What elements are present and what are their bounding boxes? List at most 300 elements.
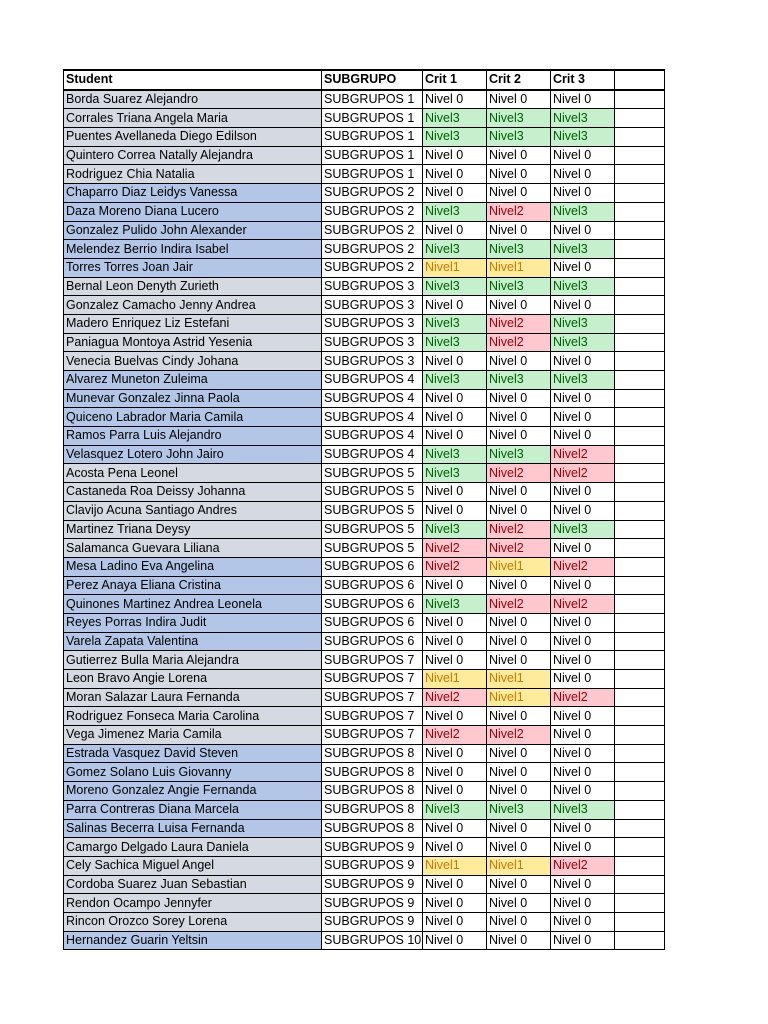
student-name-cell[interactable]: Paniagua Montoya Astrid Yesenia — [64, 333, 322, 352]
student-name-cell[interactable]: Cordoba Suarez Juan Sebastian — [64, 875, 322, 894]
crit-3-cell[interactable]: Nivel 0 — [551, 838, 615, 857]
student-name-cell[interactable]: Clavijo Acuna Santiago Andres — [64, 501, 322, 520]
student-name-cell[interactable]: Rodriguez Fonseca Maria Carolina — [64, 707, 322, 726]
empty-cell[interactable] — [615, 427, 665, 446]
table-row — [64, 595, 665, 614]
crit-3-cell[interactable]: Nivel3 — [551, 520, 615, 539]
crit-3-cell[interactable]: Nivel3 — [551, 800, 615, 819]
student-name-cell[interactable]: Corrales Triana Angela Maria — [64, 109, 322, 128]
student-name-cell[interactable]: Melendez Berrio Indira Isabel — [64, 240, 322, 259]
subgroup-cell[interactable]: SUBGRUPOS 6 — [322, 632, 423, 651]
crit-2-cell[interactable]: Nivel1 — [487, 258, 551, 277]
header-subgrupo[interactable]: SUBGRUPO — [322, 70, 423, 90]
student-name-cell[interactable]: Moran Salazar Laura Fernanda — [64, 688, 322, 707]
empty-cell[interactable] — [615, 576, 665, 595]
empty-cell[interactable] — [615, 819, 665, 838]
empty-cell[interactable] — [615, 651, 665, 670]
subgroup-cell[interactable]: SUBGRUPOS 5 — [322, 520, 423, 539]
empty-cell[interactable] — [615, 464, 665, 483]
subgroup-cell[interactable]: SUBGRUPOS 7 — [322, 670, 423, 689]
crit-3-cell[interactable]: Nivel 0 — [551, 912, 615, 931]
empty-cell[interactable] — [615, 557, 665, 576]
student-levels-table — [63, 69, 665, 950]
crit-3-cell[interactable]: Nivel 0 — [551, 894, 615, 913]
subgroup-cell[interactable]: SUBGRUPOS 6 — [322, 557, 423, 576]
crit-2-cell[interactable]: Nivel3 — [487, 109, 551, 128]
subgroup-cell[interactable]: SUBGRUPOS 9 — [322, 875, 423, 894]
subgroup-cell[interactable]: SUBGRUPOS 5 — [322, 483, 423, 502]
empty-cell[interactable] — [615, 389, 665, 408]
empty-cell[interactable] — [615, 894, 665, 913]
subgroup-cell[interactable]: SUBGRUPOS 7 — [322, 688, 423, 707]
crit-1-cell[interactable]: Nivel1 — [423, 258, 487, 277]
crit-1-cell[interactable]: Nivel 0 — [423, 632, 487, 651]
empty-cell[interactable] — [615, 856, 665, 875]
empty-cell[interactable] — [615, 539, 665, 558]
crit-2-cell[interactable]: Nivel 0 — [487, 651, 551, 670]
crit-2-cell[interactable]: Nivel3 — [487, 445, 551, 464]
subgroup-cell[interactable]: SUBGRUPOS 1 — [322, 146, 423, 165]
table-row — [64, 221, 665, 240]
crit-1-cell[interactable]: Nivel 0 — [423, 912, 487, 931]
crit-3-cell[interactable]: Nivel 0 — [551, 744, 615, 763]
crit-2-cell[interactable]: Nivel1 — [487, 557, 551, 576]
crit-3-cell[interactable]: Nivel 0 — [551, 819, 615, 838]
subgroup-cell[interactable]: SUBGRUPOS 6 — [322, 595, 423, 614]
crit-1-cell[interactable]: Nivel3 — [423, 464, 487, 483]
empty-cell[interactable] — [615, 744, 665, 763]
crit-1-cell[interactable]: Nivel 0 — [423, 352, 487, 371]
crit-1-cell[interactable]: Nivel3 — [423, 371, 487, 390]
empty-cell[interactable] — [615, 258, 665, 277]
subgroup-cell[interactable]: SUBGRUPOS 7 — [322, 707, 423, 726]
subgroup-cell[interactable]: SUBGRUPOS 8 — [322, 782, 423, 801]
table-row — [64, 539, 665, 558]
student-name-cell[interactable]: Rincon Orozco Sorey Lorena — [64, 912, 322, 931]
crit-3-cell[interactable]: Nivel 0 — [551, 258, 615, 277]
header-crit-2[interactable]: Crit 2 — [487, 70, 551, 90]
table-row — [64, 520, 665, 539]
subgroup-cell[interactable]: SUBGRUPOS 8 — [322, 800, 423, 819]
student-name-cell[interactable]: Martinez Triana Deysy — [64, 520, 322, 539]
subgroup-cell[interactable]: SUBGRUPOS 9 — [322, 912, 423, 931]
crit-1-cell[interactable]: Nivel 0 — [423, 165, 487, 184]
empty-cell[interactable] — [615, 333, 665, 352]
crit-2-cell[interactable]: Nivel 0 — [487, 819, 551, 838]
crit-3-cell[interactable]: Nivel3 — [551, 240, 615, 259]
subgroup-cell[interactable]: SUBGRUPOS 1 — [322, 128, 423, 147]
subgroup-cell[interactable]: SUBGRUPOS 4 — [322, 371, 423, 390]
empty-cell[interactable] — [615, 184, 665, 203]
student-name-cell[interactable]: Torres Torres Joan Jair — [64, 258, 322, 277]
subgroup-cell[interactable]: SUBGRUPOS 2 — [322, 184, 423, 203]
student-name-cell[interactable]: Quintero Correa Natally Alejandra — [64, 146, 322, 165]
crit-1-cell[interactable]: Nivel3 — [423, 520, 487, 539]
crit-2-cell[interactable]: Nivel2 — [487, 202, 551, 221]
empty-cell[interactable] — [615, 352, 665, 371]
crit-1-cell[interactable]: Nivel 0 — [423, 146, 487, 165]
subgroup-cell[interactable]: SUBGRUPOS 4 — [322, 408, 423, 427]
crit-1-cell[interactable]: Nivel 0 — [423, 389, 487, 408]
table-row — [64, 296, 665, 315]
crit-2-cell[interactable]: Nivel3 — [487, 240, 551, 259]
crit-2-cell[interactable]: Nivel 0 — [487, 352, 551, 371]
crit-3-cell[interactable]: Nivel3 — [551, 277, 615, 296]
crit-3-cell[interactable]: Nivel 0 — [551, 651, 615, 670]
crit-2-cell[interactable]: Nivel 0 — [487, 296, 551, 315]
subgroup-cell[interactable]: SUBGRUPOS 5 — [322, 464, 423, 483]
crit-3-cell[interactable]: Nivel3 — [551, 128, 615, 147]
crit-1-cell[interactable]: Nivel3 — [423, 595, 487, 614]
crit-3-cell[interactable]: Nivel2 — [551, 464, 615, 483]
student-name-cell[interactable]: Rendon Ocampo Jennyfer — [64, 894, 322, 913]
crit-3-cell[interactable]: Nivel3 — [551, 333, 615, 352]
student-name-cell[interactable]: Salamanca Guevara Liliana — [64, 539, 322, 558]
crit-2-cell[interactable]: Nivel 0 — [487, 501, 551, 520]
crit-2-cell[interactable]: Nivel 0 — [487, 782, 551, 801]
crit-3-cell[interactable]: Nivel 0 — [551, 296, 615, 315]
crit-2-cell[interactable]: Nivel 0 — [487, 632, 551, 651]
empty-cell[interactable] — [615, 483, 665, 502]
crit-1-cell[interactable]: Nivel3 — [423, 240, 487, 259]
empty-cell[interactable] — [615, 445, 665, 464]
crit-3-cell[interactable]: Nivel 0 — [551, 613, 615, 632]
table-row — [64, 726, 665, 745]
student-name-cell[interactable]: Borda Suarez Alejandro — [64, 90, 322, 109]
subgroup-cell[interactable]: SUBGRUPOS 3 — [322, 352, 423, 371]
subgroup-cell[interactable]: SUBGRUPOS 2 — [322, 240, 423, 259]
empty-cell[interactable] — [615, 707, 665, 726]
subgroup-cell[interactable]: SUBGRUPOS 8 — [322, 763, 423, 782]
crit-1-cell[interactable]: Nivel 0 — [423, 184, 487, 203]
table-row — [64, 782, 665, 801]
crit-3-cell[interactable]: Nivel 0 — [551, 707, 615, 726]
table-row — [64, 202, 665, 221]
empty-cell[interactable] — [615, 146, 665, 165]
student-name-cell[interactable]: Rodriguez Chia Natalia — [64, 165, 322, 184]
crit-1-cell[interactable]: Nivel 0 — [423, 576, 487, 595]
subgroup-cell[interactable]: SUBGRUPOS 3 — [322, 333, 423, 352]
crit-1-cell[interactable]: Nivel 0 — [423, 613, 487, 632]
crit-2-cell[interactable]: Nivel3 — [487, 277, 551, 296]
crit-3-cell[interactable]: Nivel 0 — [551, 576, 615, 595]
crit-3-cell[interactable]: Nivel 0 — [551, 931, 615, 950]
empty-cell[interactable] — [615, 371, 665, 390]
crit-2-cell[interactable]: Nivel 0 — [487, 613, 551, 632]
crit-3-cell[interactable]: Nivel 0 — [551, 90, 615, 109]
crit-1-cell[interactable]: Nivel3 — [423, 202, 487, 221]
crit-1-cell[interactable]: Nivel3 — [423, 109, 487, 128]
crit-2-cell[interactable]: Nivel2 — [487, 539, 551, 558]
crit-1-cell[interactable]: Nivel 0 — [423, 744, 487, 763]
empty-cell[interactable] — [615, 688, 665, 707]
crit-2-cell[interactable]: Nivel 0 — [487, 894, 551, 913]
subgroup-cell[interactable]: SUBGRUPOS 2 — [322, 258, 423, 277]
empty-cell[interactable] — [615, 221, 665, 240]
empty-cell[interactable] — [615, 875, 665, 894]
crit-1-cell[interactable]: Nivel1 — [423, 670, 487, 689]
crit-3-cell[interactable]: Nivel 0 — [551, 875, 615, 894]
crit-3-cell[interactable]: Nivel2 — [551, 856, 615, 875]
subgroup-cell[interactable]: SUBGRUPOS 6 — [322, 576, 423, 595]
student-name-cell[interactable]: Bernal Leon Denyth Zurieth — [64, 277, 322, 296]
empty-cell[interactable] — [615, 931, 665, 950]
empty-cell[interactable] — [615, 240, 665, 259]
student-name-cell[interactable]: Mesa Ladino Eva Angelina — [64, 557, 322, 576]
crit-1-cell[interactable]: Nivel 0 — [423, 819, 487, 838]
student-name-cell[interactable]: Acosta Pena Leonel — [64, 464, 322, 483]
crit-2-cell[interactable]: Nivel1 — [487, 688, 551, 707]
crit-2-cell[interactable]: Nivel3 — [487, 800, 551, 819]
crit-2-cell[interactable]: Nivel 0 — [487, 90, 551, 109]
subgroup-cell[interactable]: SUBGRUPOS 9 — [322, 856, 423, 875]
crit-1-cell[interactable]: Nivel3 — [423, 128, 487, 147]
header-crit-3[interactable]: Crit 3 — [551, 70, 615, 90]
crit-2-cell[interactable]: Nivel 0 — [487, 408, 551, 427]
subgroup-cell[interactable]: SUBGRUPOS 1 — [322, 165, 423, 184]
student-name-cell[interactable]: Salinas Becerra Luisa Fernanda — [64, 819, 322, 838]
crit-1-cell[interactable]: Nivel3 — [423, 277, 487, 296]
empty-cell[interactable] — [615, 501, 665, 520]
subgroup-cell[interactable]: SUBGRUPOS 7 — [322, 726, 423, 745]
student-name-cell[interactable]: Estrada Vasquez David Steven — [64, 744, 322, 763]
crit-1-cell[interactable]: Nivel 0 — [423, 838, 487, 857]
student-name-cell[interactable]: Daza Moreno Diana Lucero — [64, 202, 322, 221]
crit-3-cell[interactable]: Nivel2 — [551, 595, 615, 614]
crit-1-cell[interactable]: Nivel 0 — [423, 875, 487, 894]
student-name-cell[interactable]: Ramos Parra Luis Alejandro — [64, 427, 322, 446]
empty-cell[interactable] — [615, 520, 665, 539]
student-name-cell[interactable]: Gomez Solano Luis Giovanny — [64, 763, 322, 782]
header-empty[interactable] — [615, 70, 665, 90]
crit-2-cell[interactable]: Nivel 0 — [487, 931, 551, 950]
crit-2-cell[interactable]: Nivel2 — [487, 314, 551, 333]
subgroup-cell[interactable]: SUBGRUPOS 3 — [322, 277, 423, 296]
header-student[interactable]: Student — [64, 70, 322, 90]
empty-cell[interactable] — [615, 763, 665, 782]
empty-cell[interactable] — [615, 912, 665, 931]
empty-cell[interactable] — [615, 408, 665, 427]
subgroup-cell[interactable]: SUBGRUPOS 1 — [322, 109, 423, 128]
crit-3-cell[interactable]: Nivel 0 — [551, 782, 615, 801]
table-row — [64, 90, 665, 109]
crit-1-cell[interactable]: Nivel 0 — [423, 707, 487, 726]
crit-3-cell[interactable]: Nivel 0 — [551, 408, 615, 427]
empty-cell[interactable] — [615, 202, 665, 221]
student-name-cell[interactable]: Chaparro Diaz Leidys Vanessa — [64, 184, 322, 203]
crit-1-cell[interactable]: Nivel 0 — [423, 931, 487, 950]
subgroup-cell[interactable]: SUBGRUPOS 4 — [322, 389, 423, 408]
crit-2-cell[interactable]: Nivel 0 — [487, 483, 551, 502]
subgroup-cell[interactable]: SUBGRUPOS 8 — [322, 819, 423, 838]
crit-1-cell[interactable]: Nivel1 — [423, 856, 487, 875]
subgroup-cell[interactable]: SUBGRUPOS 2 — [322, 221, 423, 240]
crit-1-cell[interactable]: Nivel 0 — [423, 894, 487, 913]
student-name-cell[interactable]: Parra Contreras Diana Marcela — [64, 800, 322, 819]
student-name-cell[interactable]: Munevar Gonzalez Jinna Paola — [64, 389, 322, 408]
student-name-cell[interactable]: Camargo Delgado Laura Daniela — [64, 838, 322, 857]
subgroup-cell[interactable]: SUBGRUPOS 3 — [322, 296, 423, 315]
crit-3-cell[interactable]: Nivel 0 — [551, 146, 615, 165]
subgroup-cell[interactable]: SUBGRUPOS 9 — [322, 894, 423, 913]
student-name-cell[interactable]: Leon Bravo Angie Lorena — [64, 670, 322, 689]
student-name-cell[interactable]: Puentes Avellaneda Diego Edilson — [64, 128, 322, 147]
crit-3-cell[interactable]: Nivel 0 — [551, 165, 615, 184]
student-name-cell[interactable]: Perez Anaya Eliana Cristina — [64, 576, 322, 595]
student-name-cell[interactable]: Madero Enriquez Liz Estefani — [64, 314, 322, 333]
empty-cell[interactable] — [615, 165, 665, 184]
student-name-cell[interactable]: Quiceno Labrador Maria Camila — [64, 408, 322, 427]
crit-3-cell[interactable]: Nivel 0 — [551, 483, 615, 502]
crit-1-cell[interactable]: Nivel 0 — [423, 90, 487, 109]
crit-3-cell[interactable]: Nivel 0 — [551, 501, 615, 520]
crit-1-cell[interactable]: Nivel 0 — [423, 483, 487, 502]
subgroup-cell[interactable]: SUBGRUPOS 8 — [322, 744, 423, 763]
crit-2-cell[interactable]: Nivel1 — [487, 856, 551, 875]
student-name-cell[interactable]: Gutierrez Bulla Maria Alejandra — [64, 651, 322, 670]
subgroup-cell[interactable]: SUBGRUPOS 9 — [322, 838, 423, 857]
crit-1-cell[interactable]: Nivel 0 — [423, 427, 487, 446]
crit-1-cell[interactable]: Nivel 0 — [423, 651, 487, 670]
crit-1-cell[interactable]: Nivel3 — [423, 800, 487, 819]
crit-1-cell[interactable]: Nivel2 — [423, 539, 487, 558]
crit-1-cell[interactable]: Nivel 0 — [423, 763, 487, 782]
student-name-cell[interactable]: Gonzalez Camacho Jenny Andrea — [64, 296, 322, 315]
empty-cell[interactable] — [615, 782, 665, 801]
table-row — [64, 258, 665, 277]
crit-1-cell[interactable]: Nivel3 — [423, 314, 487, 333]
crit-2-cell[interactable]: Nivel2 — [487, 464, 551, 483]
subgroup-cell[interactable]: SUBGRUPOS 6 — [322, 613, 423, 632]
crit-2-cell[interactable]: Nivel 0 — [487, 838, 551, 857]
crit-2-cell[interactable]: Nivel 0 — [487, 221, 551, 240]
empty-cell[interactable] — [615, 670, 665, 689]
crit-2-cell[interactable]: Nivel 0 — [487, 576, 551, 595]
student-name-cell[interactable]: Quinones Martinez Andrea Leonela — [64, 595, 322, 614]
crit-2-cell[interactable]: Nivel 0 — [487, 427, 551, 446]
student-name-cell[interactable]: Vega Jimenez Maria Camila — [64, 726, 322, 745]
table-row — [64, 670, 665, 689]
crit-1-cell[interactable]: Nivel 0 — [423, 296, 487, 315]
crit-1-cell[interactable]: Nivel3 — [423, 333, 487, 352]
crit-2-cell[interactable]: Nivel 0 — [487, 875, 551, 894]
crit-2-cell[interactable]: Nivel 0 — [487, 707, 551, 726]
subgroup-cell[interactable]: SUBGRUPOS 4 — [322, 445, 423, 464]
subgroup-cell[interactable]: SUBGRUPOS 10 — [322, 931, 423, 950]
crit-2-cell[interactable]: Nivel3 — [487, 371, 551, 390]
crit-2-cell[interactable]: Nivel 0 — [487, 912, 551, 931]
crit-3-cell[interactable]: Nivel 0 — [551, 184, 615, 203]
student-name-cell[interactable]: Moreno Gonzalez Angie Fernanda — [64, 782, 322, 801]
empty-cell[interactable] — [615, 800, 665, 819]
crit-2-cell[interactable]: Nivel 0 — [487, 744, 551, 763]
subgroup-cell[interactable]: SUBGRUPOS 4 — [322, 427, 423, 446]
crit-3-cell[interactable]: Nivel 0 — [551, 763, 615, 782]
subgroup-cell[interactable]: SUBGRUPOS 5 — [322, 539, 423, 558]
crit-1-cell[interactable]: Nivel 0 — [423, 221, 487, 240]
crit-2-cell[interactable]: Nivel 0 — [487, 165, 551, 184]
table-row — [64, 165, 665, 184]
subgroup-cell[interactable]: SUBGRUPOS 3 — [322, 314, 423, 333]
empty-cell[interactable] — [615, 90, 665, 109]
empty-cell[interactable] — [615, 296, 665, 315]
empty-cell[interactable] — [615, 838, 665, 857]
table-row — [64, 501, 665, 520]
crit-2-cell[interactable]: Nivel3 — [487, 128, 551, 147]
student-name-cell[interactable]: Castaneda Roa Deissy Johanna — [64, 483, 322, 502]
crit-2-cell[interactable]: Nivel 0 — [487, 763, 551, 782]
crit-1-cell[interactable]: Nivel 0 — [423, 782, 487, 801]
crit-2-cell[interactable]: Nivel2 — [487, 726, 551, 745]
crit-3-cell[interactable]: Nivel 0 — [551, 670, 615, 689]
student-name-cell[interactable]: Gonzalez Pulido John Alexander — [64, 221, 322, 240]
crit-1-cell[interactable]: Nivel 0 — [423, 501, 487, 520]
subgroup-cell[interactable]: SUBGRUPOS 5 — [322, 501, 423, 520]
student-name-cell[interactable]: Reyes Porras Indira Judit — [64, 613, 322, 632]
crit-3-cell[interactable]: Nivel 0 — [551, 389, 615, 408]
crit-3-cell[interactable]: Nivel 0 — [551, 427, 615, 446]
subgroup-cell[interactable]: SUBGRUPOS 7 — [322, 651, 423, 670]
student-name-cell[interactable]: Alvarez Muneton Zuleima — [64, 371, 322, 390]
crit-2-cell[interactable]: Nivel2 — [487, 520, 551, 539]
empty-cell[interactable] — [615, 314, 665, 333]
empty-cell[interactable] — [615, 277, 665, 296]
crit-1-cell[interactable]: Nivel3 — [423, 445, 487, 464]
table-row — [64, 184, 665, 203]
crit-3-cell[interactable]: Nivel2 — [551, 557, 615, 576]
crit-3-cell[interactable]: Nivel 0 — [551, 221, 615, 240]
crit-3-cell[interactable]: Nivel3 — [551, 202, 615, 221]
crit-1-cell[interactable]: Nivel2 — [423, 688, 487, 707]
empty-cell[interactable] — [615, 632, 665, 651]
empty-cell[interactable] — [615, 595, 665, 614]
table-row — [64, 146, 665, 165]
crit-3-cell[interactable]: Nivel2 — [551, 688, 615, 707]
crit-3-cell[interactable]: Nivel 0 — [551, 352, 615, 371]
student-name-cell[interactable]: Varela Zapata Valentina — [64, 632, 322, 651]
student-name-cell[interactable]: Cely Sachica Miguel Angel — [64, 856, 322, 875]
subgroup-cell[interactable]: SUBGRUPOS 2 — [322, 202, 423, 221]
crit-3-cell[interactable]: Nivel3 — [551, 314, 615, 333]
empty-cell[interactable] — [615, 128, 665, 147]
header-crit-1[interactable]: Crit 1 — [423, 70, 487, 90]
crit-3-cell[interactable]: Nivel 0 — [551, 726, 615, 745]
crit-3-cell[interactable]: Nivel2 — [551, 445, 615, 464]
student-name-cell[interactable]: Venecia Buelvas Cindy Johana — [64, 352, 322, 371]
crit-2-cell[interactable]: Nivel1 — [487, 670, 551, 689]
crit-2-cell[interactable]: Nivel2 — [487, 333, 551, 352]
crit-1-cell[interactable]: Nivel2 — [423, 726, 487, 745]
crit-1-cell[interactable]: Nivel2 — [423, 557, 487, 576]
crit-3-cell[interactable]: Nivel 0 — [551, 539, 615, 558]
table-row — [64, 371, 665, 390]
crit-1-cell[interactable]: Nivel 0 — [423, 408, 487, 427]
crit-3-cell[interactable]: Nivel3 — [551, 109, 615, 128]
student-name-cell[interactable]: Hernandez Guarin Yeltsin — [64, 931, 322, 950]
empty-cell[interactable] — [615, 613, 665, 632]
empty-cell[interactable] — [615, 109, 665, 128]
crit-2-cell[interactable]: Nivel 0 — [487, 146, 551, 165]
student-name-cell[interactable]: Velasquez Lotero John Jairo — [64, 445, 322, 464]
subgroup-cell[interactable]: SUBGRUPOS 1 — [322, 90, 423, 109]
crit-2-cell[interactable]: Nivel 0 — [487, 184, 551, 203]
crit-2-cell[interactable]: Nivel 0 — [487, 389, 551, 408]
crit-2-cell[interactable]: Nivel2 — [487, 595, 551, 614]
crit-3-cell[interactable]: Nivel 0 — [551, 632, 615, 651]
empty-cell[interactable] — [615, 726, 665, 745]
crit-3-cell[interactable]: Nivel3 — [551, 371, 615, 390]
table-row — [64, 128, 665, 147]
